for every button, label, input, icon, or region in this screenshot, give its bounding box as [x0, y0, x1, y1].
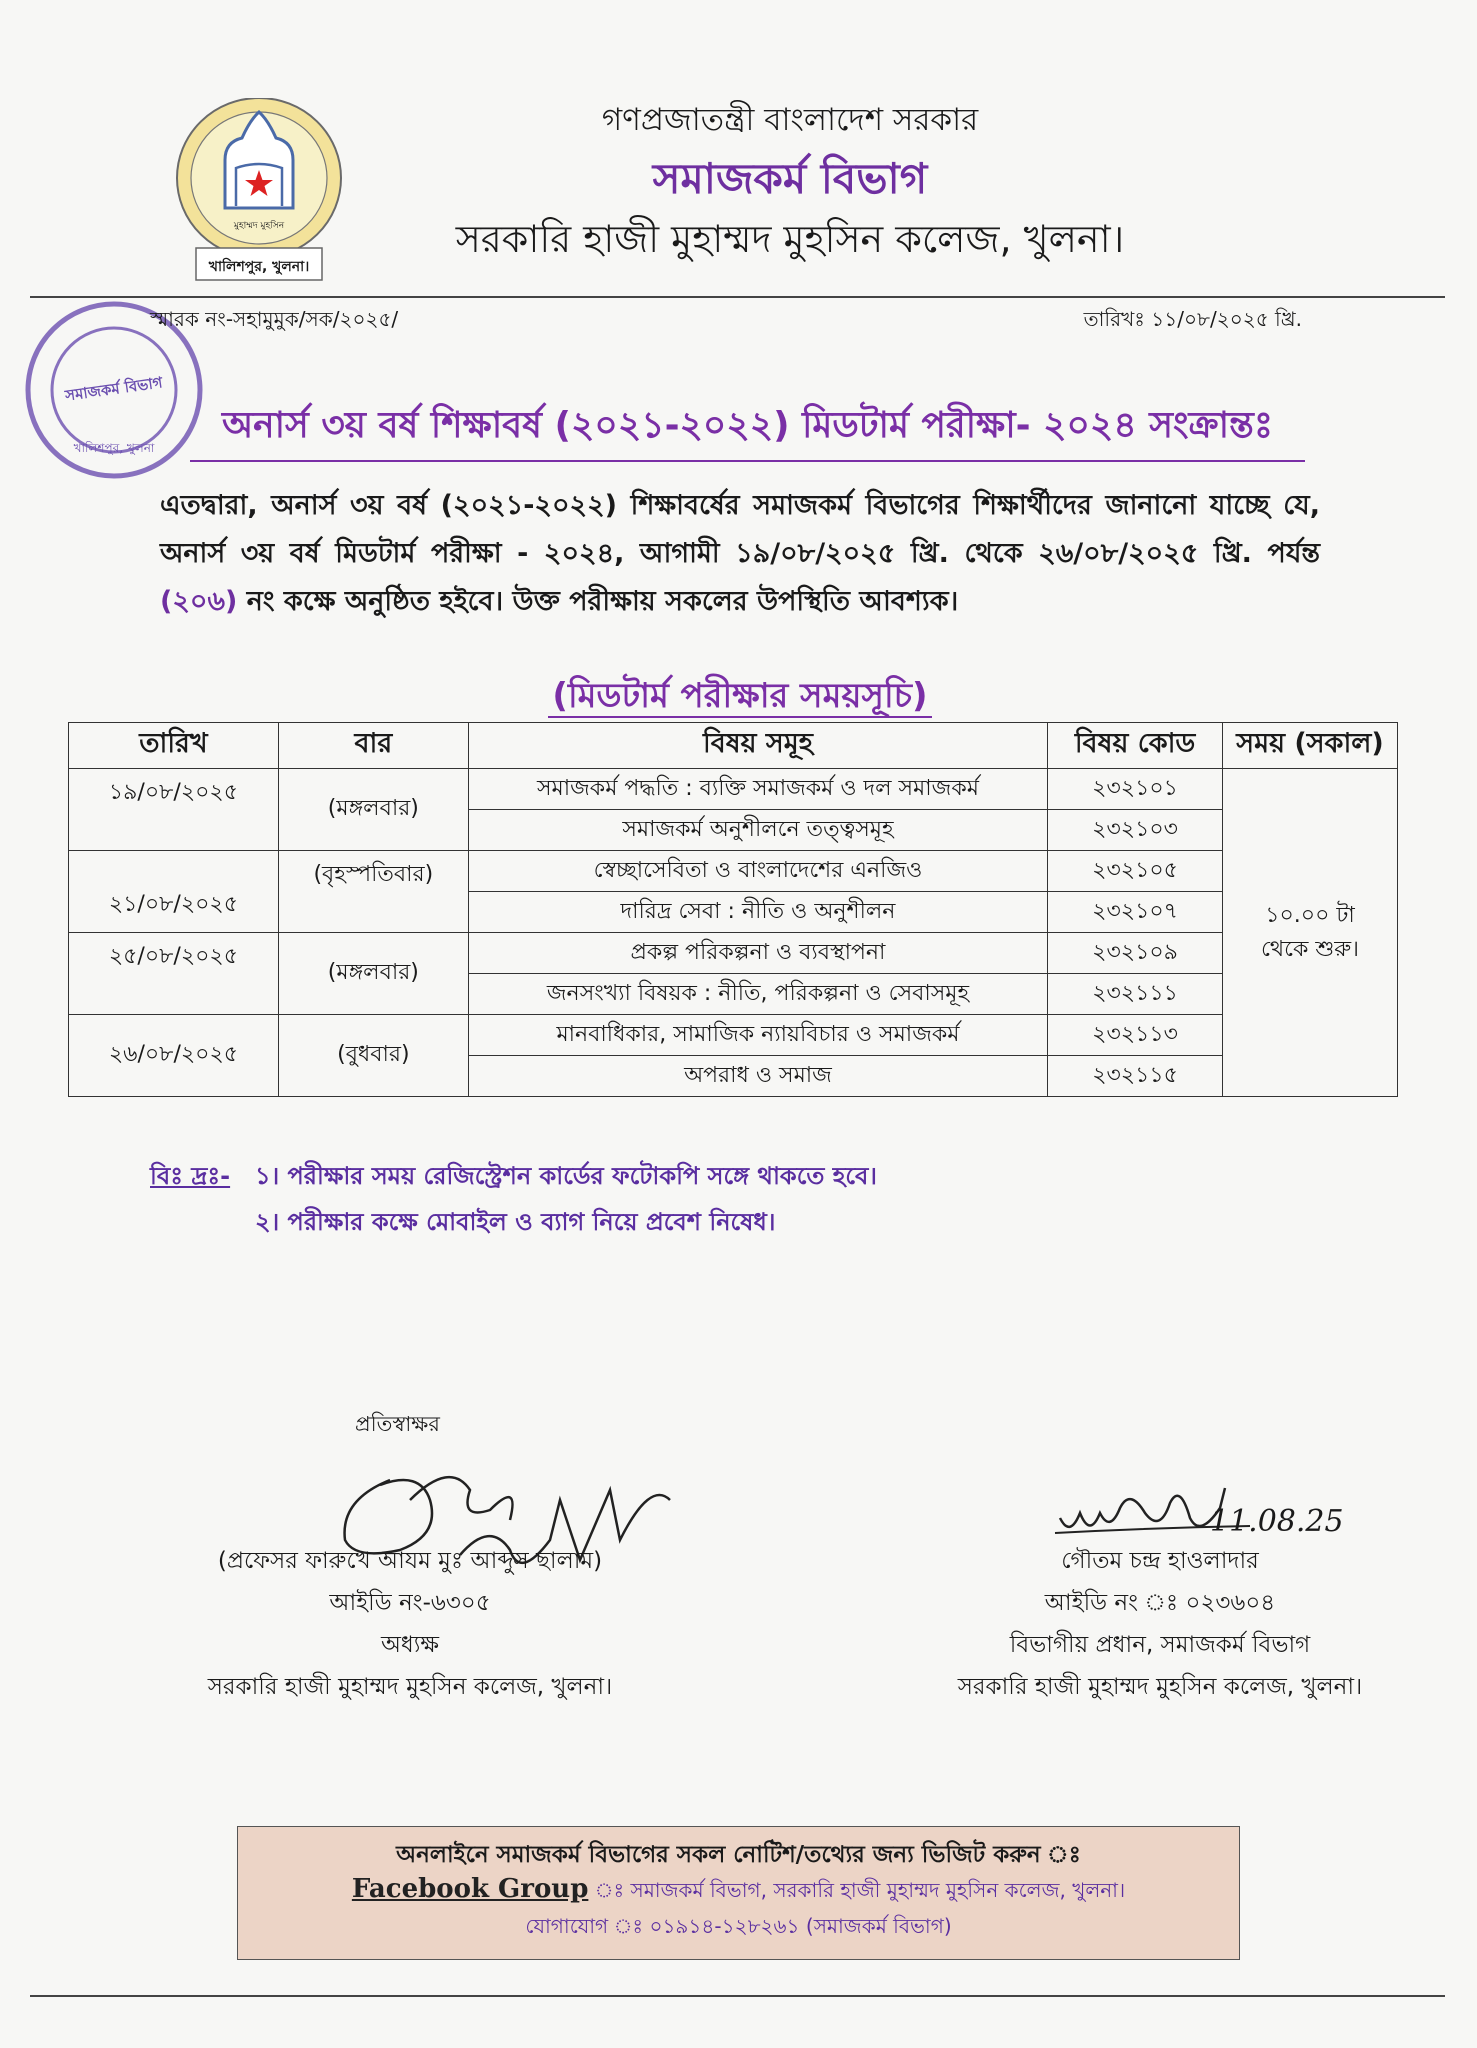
- cell-code: ২৩২১০৩: [1048, 810, 1223, 851]
- memo-number: স্মারক নং-সহামুমুক/সক/২০২৫/: [150, 307, 399, 331]
- notes-label: [150, 1158, 230, 1198]
- body-text-2: নং কক্ষে অনুষ্ঠিত হইবে। উক্ত পরীক্ষায় সকলের উপস্থিতি আবশ্যক।: [237, 586, 959, 617]
- cell-day: (বৃহস্পতিবার): [278, 851, 468, 933]
- cell-subject: জনসংখ্যা বিষয়ক : নীতি, পরিকল্পনা ও সেবাসমূহ: [468, 974, 1047, 1015]
- department-heading: সমাজকর্ম বিভাগ: [652, 154, 928, 203]
- seal-bottom-text: খালিশপুর, খুলনা: [73, 441, 155, 455]
- cell-code: ২৩২১০৫: [1048, 851, 1223, 892]
- header-date: তারিখ: [69, 723, 279, 769]
- cell-time: [1223, 769, 1398, 1097]
- header-subject: বিষয় সমূহ: [468, 723, 1047, 769]
- footer-facebook-line: [237, 1874, 1240, 1909]
- header-day: বার: [278, 723, 468, 769]
- signatory-right-name: গৌতম চন্দ্র হাওলাদার: [1061, 1548, 1259, 1574]
- government-heading: গণপ্রজাতন্ত্রী বাংলাদেশ সরকার: [601, 102, 979, 138]
- signatory-right-title: বিভাগীয় প্রধান, সমাজকর্ম বিভাগ: [1009, 1632, 1311, 1658]
- facebook-group-label: Facebook Group: [351, 1874, 589, 1904]
- cell-code: ২৩২১০৭: [1048, 892, 1223, 933]
- cell-subject: প্রকল্প পরিকল্পনা ও ব্যবস্থাপনা: [468, 933, 1047, 974]
- cell-date: ২৬/০৮/২০২৫: [69, 1015, 279, 1097]
- seal-center-text: সমাজকর্ম বিভাগ: [63, 373, 164, 405]
- schedule-title-text: (মিডটার্ম পরীক্ষার সময়সূচি): [548, 676, 931, 718]
- cell-subject: স্বেচ্ছাসেবিতা ও বাংলাদেশের এনজিও: [468, 851, 1047, 892]
- cell-subject: সমাজকর্ম অনুশীলনে তত্ত্বসমূহ: [468, 810, 1047, 851]
- schedule-title: [380, 670, 1100, 727]
- logo-inner-text: মুহাম্মদ মুহসিন: [233, 221, 285, 231]
- cell-subject: সমাজকর্ম পদ্ধতি : ব্যক্তি সমাজকর্ম ও দল সমাজকর্ম: [468, 769, 1047, 810]
- cell-date: ১৯/০৮/২০২৫: [69, 769, 279, 851]
- header-time: সময় (সকাল): [1223, 723, 1398, 769]
- cell-code: ২৩২১০৯: [1048, 933, 1223, 974]
- cell-code: ২৩২১১৩: [1048, 1015, 1223, 1056]
- cell-day: (মঙ্গলবার): [278, 933, 468, 1015]
- bottom-divider: [30, 1995, 1445, 1997]
- cell-subject: মানবাধিকার, সামাজিক ন্যায়বিচার ও সমাজকর্ম: [468, 1015, 1047, 1056]
- countersign-label: প্রতিস্বাক্ষর: [355, 1412, 440, 1436]
- note-item: ১। পরীক্ষার সময় রেজিস্ট্রেশন কার্ডের ফটোকপি সঙ্গে থাকতে হবে।: [255, 1162, 877, 1190]
- table-row: [69, 851, 1398, 892]
- note-item: ২। পরীক্ষার কক্ষে মোবাইল ও ব্যাগ নিয়ে প্রবেশ নিষেধ।: [255, 1208, 776, 1236]
- cell-code: ২৩২১১৫: [1048, 1056, 1223, 1097]
- cell-date: ২৫/০৮/২০২৫: [69, 933, 279, 1015]
- logo-ribbon-text: খালিশপুর, খুলনা।: [208, 259, 310, 275]
- notes-label-text: বিঃ দ্রঃ-: [150, 1162, 231, 1190]
- exam-schedule-table: [68, 722, 1398, 1097]
- table-header-row: [69, 723, 1398, 769]
- signatory-right-college: সরকারি হাজী মুহাম্মদ মুহসিন কলেজ, খুলনা।: [957, 1674, 1363, 1700]
- table-row: [69, 769, 1398, 810]
- header-divider: [30, 296, 1445, 298]
- college-heading: সরকারি হাজী মুহাম্মদ মুহসিন কলেজ, খুলনা।: [455, 217, 1125, 261]
- cell-code: ২৩২১১১: [1048, 974, 1223, 1015]
- footer-line-1: অনলাইনে সমাজকর্ম বিভাগের সকল নোটিশ/তথ্যের জন্য ভিজিট করুন ঃ: [396, 1842, 1081, 1868]
- issue-date: তারিখঃ ১১/০৮/২০২৫ খ্রি.: [1083, 307, 1302, 331]
- cell-day: (বুধবার): [278, 1015, 468, 1097]
- facebook-group-value: ঃ সমাজকর্ম বিভাগ, সরকারি হাজী মুহাম্মদ মুহসিন কলেজ, খুলনা।: [588, 1878, 1126, 1902]
- cell-date: ২১/০৮/২০২৫: [69, 851, 279, 933]
- body-text-1: এতদ্বারা, অনার্স ৩য় বর্ষ (২০২১-২০২২) শিক্ষাবর্ষের সমাজকর্ম বিভাগের শিক্ষার্থীদের জানানো যাচ্ছে যে, অনার্স ৩য় বর্ষ মিডটার্ম পরীক্ষা - ২০২৪, আগামী ১৯/০৮/২০২৫ খ্রি. থেকে ২৬/০৮/২০২৫ খ্রি. পর্যন্ত: [160, 490, 1320, 569]
- table-row: [69, 1015, 1398, 1056]
- college-logo: [170, 98, 348, 288]
- header-code: বিষয় কোড: [1048, 723, 1223, 769]
- signatory-left-name: (প্রফেসর ফারুখে আযম মুঃ আব্দুস ছালাম): [217, 1548, 603, 1574]
- cell-subject: দারিদ্র সেবা : নীতি ও অনুশীলন: [468, 892, 1047, 933]
- footer-contact: যোগাযোগ ঃ ০১৯১৪-১২৮২৬১ (সমাজকর্ম বিভাগ): [525, 1914, 952, 1938]
- table-row: [69, 933, 1398, 974]
- notice-subject: অনার্স ৩য় বর্ষ শিক্ষাবর্ষ (২০২১-২০২২) মিডটার্ম পরীক্ষা- ২০২৪ সংক্রান্তঃ: [190, 398, 1305, 462]
- signatory-left: [130, 1540, 690, 1708]
- notice-body: [160, 482, 1320, 626]
- signatory-right: [900, 1540, 1420, 1708]
- cell-subject: অপরাধ ও সমাজ: [468, 1056, 1047, 1097]
- signatory-left-id: আইডি নং-৬৩০৫: [329, 1590, 491, 1616]
- cell-code: ২৩২১০১: [1048, 769, 1223, 810]
- signature-date: 11.08.25: [1210, 1504, 1344, 1539]
- cell-day: (মঙ্গলবার): [278, 769, 468, 851]
- signatory-right-id: আইডি নং ঃ ০২৩৬০৪: [1044, 1590, 1276, 1616]
- signatory-left-college: সরকারি হাজী মুহাম্মদ মুহসিন কলেজ, খুলনা।: [207, 1674, 613, 1700]
- exam-time: ১০.০০ টা থেকে শুরু।: [1260, 902, 1360, 962]
- signatory-left-title: অধ্যক্ষ: [380, 1632, 440, 1658]
- room-number: (২০৬): [160, 586, 238, 617]
